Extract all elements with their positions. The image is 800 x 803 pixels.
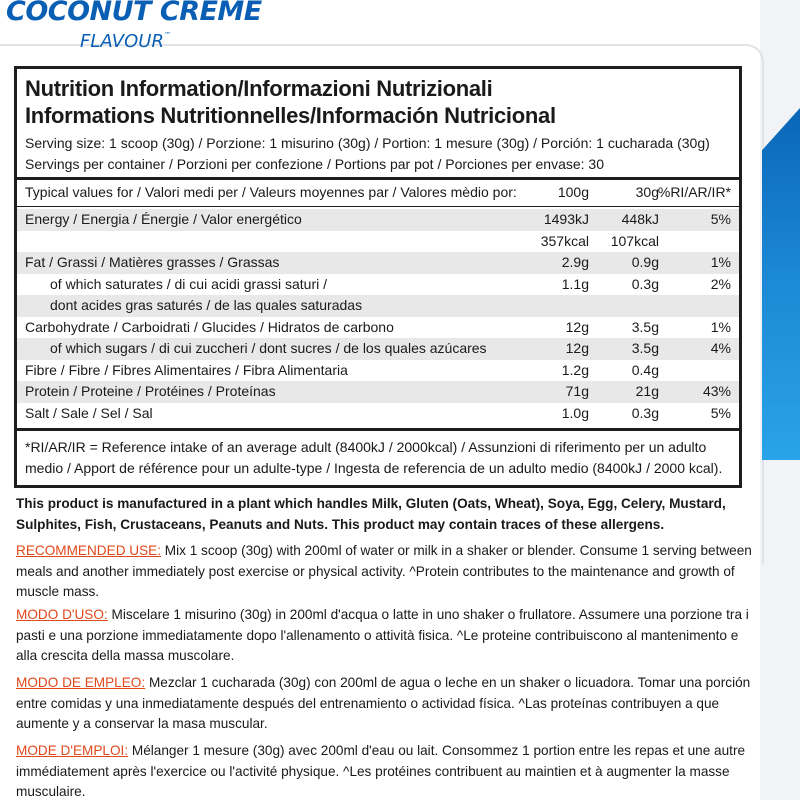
nutrition-rows <box>17 209 739 424</box>
nutrition-title-line2: Informations Nutritionnelles/Información Nutricional <box>25 103 556 128</box>
header-bottom-rule <box>17 206 739 207</box>
nutrition-title-line1: Nutrition Information/Informazioni Nutrizionali <box>25 76 493 101</box>
usage-text: Mélanger 1 mesure (30g) avec 200ml d'eau ou lait. Consommez 1 portion entre les repas et une autre immédiatement après l'exercice ou l'activité physique. ^Les protéines contribuent au maintien et à augmenter la masse musculaire. <box>16 743 746 799</box>
nutrient-label: of which saturates / di cui acidi grassi saturi / <box>50 275 328 292</box>
nutrition-row <box>17 381 739 403</box>
value-per-100g: 71g <box>565 383 589 399</box>
value-per-30g: 3.5g <box>631 340 659 356</box>
usage-heading: RECOMMENDED USE: <box>16 543 162 558</box>
reference-intake-percent: 43% <box>702 383 731 399</box>
nutrient-label: Protein / Proteine / Protéines / Proteínas <box>25 383 276 399</box>
reference-intake-percent: 5% <box>710 404 731 421</box>
nutrition-row <box>17 252 739 274</box>
flavour-subtitle <box>80 31 171 52</box>
value-per-30g: 107kcal <box>610 232 659 249</box>
header-ri: %RI/AR/IR* <box>657 184 731 200</box>
header-100g: 100g <box>557 184 589 200</box>
value-per-30g: 21g <box>635 383 659 399</box>
usage-text: Mix 1 scoop (30g) with 200ml of water or milk in a shaker or blender. Consume 1 serving between meals and another immediately post exercise or physical activity. ^Protein contributes to the maintenance and growth of muscle mass. <box>16 543 752 599</box>
reference-intake-percent: 5% <box>710 211 731 227</box>
value-per-30g: 0.3g <box>631 275 659 292</box>
usage-paragraph <box>16 673 754 735</box>
usage-heading: MODO DE EMPLEO: <box>16 675 146 690</box>
nutrition-row <box>17 295 739 317</box>
value-per-100g: 1.1g <box>561 275 589 292</box>
value-per-100g: 12g <box>565 340 589 356</box>
value-per-100g: 357kcal <box>540 232 589 249</box>
serving-info <box>25 133 710 175</box>
table-bottom-rule <box>17 428 739 431</box>
reference-intake-percent: 2% <box>710 275 731 292</box>
flavour-name: COCONUT CREME <box>6 0 262 27</box>
reference-intake-percent: 1% <box>710 318 731 335</box>
usage-text: Miscelare 1 misurino (30g) in 200ml d'acqua o latte in uno shaker o frullatore. Assumere una porzione tra i pasti e una porzione immediatamente dopo l'allenamento o attività fisica. ^Le proteine contribuiscono al mantenimento e alla crescita della massa muscolare. <box>16 607 749 663</box>
allergen-statement: This product is manufactured in a plant which handles Milk, Gluten (Oats, Wheat), Soya, Egg, Celery, Mustard, Sulphites, Fish, Crustaceans, Peanuts and Nuts. This product may contain traces of these allergens. <box>16 496 726 532</box>
nutrient-label: Salt / Sale / Sel / Sal <box>25 404 153 421</box>
value-per-100g: 12g <box>565 318 589 335</box>
nutrient-label: Carbohydrate / Carboidrati / Glucides / Hidratos de carbono <box>25 318 394 335</box>
nutrient-label: of which sugars / di cui zuccheri / dont sucres / de los quales azúcares <box>50 340 487 356</box>
value-per-100g: 1.0g <box>561 404 589 421</box>
nutrition-row <box>17 209 739 231</box>
reference-intake-percent: 4% <box>710 340 731 356</box>
usage-paragraph <box>16 741 754 803</box>
value-per-100g: 2.9g <box>561 254 589 270</box>
serving-size: Serving size: 1 scoop (30g) / Porzione: 1 misurino (30g) / Portion: 1 mesure (30g) / Porción: 1 cucharada (30g) <box>25 135 710 151</box>
header-label: Typical values for / Valori medi per / Valeurs moyennes par / Valores mèdio por: <box>25 184 517 200</box>
header-30g: 30g <box>635 184 659 200</box>
value-per-100g: 1.2g <box>561 361 589 378</box>
reference-intake-percent: 1% <box>710 254 731 270</box>
nutrient-label: dont acides gras saturés / de las quales saturadas <box>50 297 363 313</box>
servings-per-container: Servings per container / Porzioni per confezione / Portions par pot / Porciones per envase: 30 <box>25 156 604 172</box>
value-per-30g: 448kJ <box>621 211 659 227</box>
table-header-row <box>17 180 739 204</box>
nutrition-row <box>17 274 739 296</box>
nutrition-row <box>17 403 739 425</box>
value-per-30g: 0.4g <box>631 361 659 378</box>
nutrient-label: Fat / Grassi / Matières grasses / Grassas <box>25 254 280 270</box>
nutrition-row <box>17 231 739 253</box>
nutrition-table <box>14 66 742 488</box>
value-per-30g: 0.9g <box>631 254 659 270</box>
flavour-subtitle-text: FLAVOUR <box>80 31 164 52</box>
trademark-symbol: ™ <box>163 31 171 39</box>
usage-heading: MODO D'USO: <box>16 607 108 622</box>
nutrient-label: Fibre / Fibre / Fibres Alimentaires / Fibra Alimentaria <box>25 361 348 378</box>
nutrition-row <box>17 317 739 339</box>
blue-swoosh-decoration <box>762 108 800 460</box>
usage-text: Mezclar 1 cucharada (30g) con 200ml de agua o leche en un shaker o licuadora. Tomar una porción entre comidas y una inmediatamente después del entrenamiento o actividad física. ^Las proteínas contribuyen a que aumente y a conservar la masa muscular. <box>16 675 751 731</box>
nutrition-row <box>17 360 739 382</box>
usage-heading: MODE D'EMPLOI: <box>16 743 129 758</box>
nutrient-label: Energy / Energia / Énergie / Valor energético <box>25 211 302 227</box>
ri-footnote: *RI/AR/IR = Reference intake of an average adult (8400kJ / 2000kcal) / Assunzioni di riferimento per un adulto medio / Apport de référence pour un adulte-type / Ingesta de referencia de un adulto medio (8400kJ / 2000 kcal). <box>25 439 723 476</box>
usage-paragraph <box>16 605 754 667</box>
nutrition-title <box>25 75 735 129</box>
usage-paragraph <box>16 541 754 603</box>
value-per-30g: 3.5g <box>631 318 659 335</box>
value-per-30g: 0.3g <box>631 404 659 421</box>
value-per-100g: 1493kJ <box>543 211 589 227</box>
nutrition-row <box>17 338 739 360</box>
